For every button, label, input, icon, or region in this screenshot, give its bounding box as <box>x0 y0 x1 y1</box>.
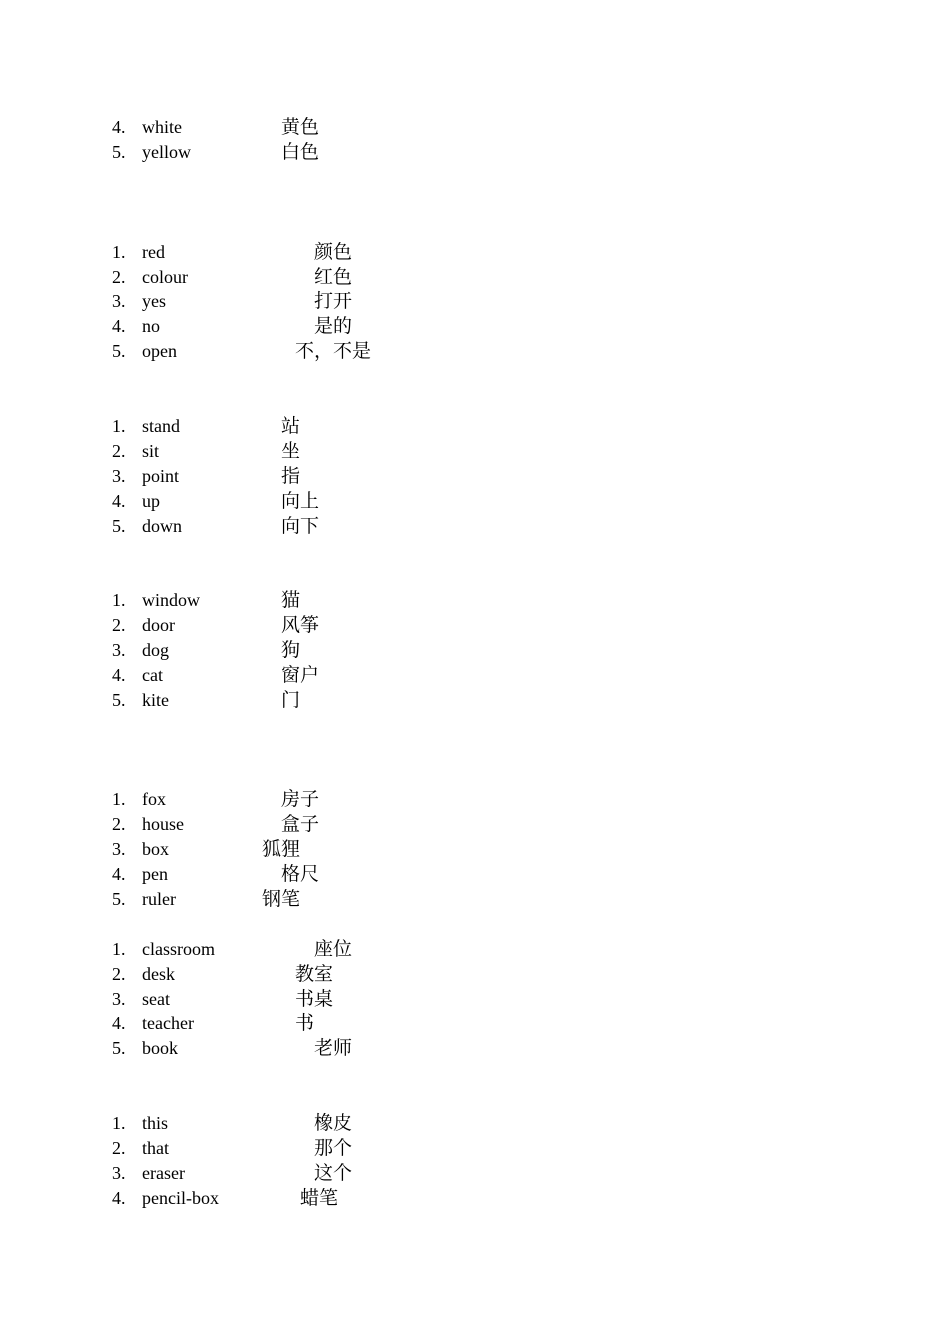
item-number: 3. <box>112 466 126 486</box>
english-word: kite <box>142 690 169 710</box>
chinese-word: 指 <box>281 465 301 487</box>
item-number: 3. <box>112 640 126 660</box>
chinese-word: 狐狸 <box>262 838 301 860</box>
item-number: 4. <box>112 316 126 336</box>
english-word: that <box>142 1138 169 1158</box>
english-word: eraser <box>142 1163 185 1183</box>
english-word: classroom <box>142 939 215 959</box>
list-item <box>0 613 380 638</box>
list-item <box>0 837 380 862</box>
chinese-word: 风筝 <box>281 614 320 636</box>
list-item <box>0 688 380 713</box>
item-number: 3. <box>112 989 126 1009</box>
item-number: 2. <box>112 964 126 984</box>
item-number: 1. <box>112 789 126 809</box>
list-item <box>0 1136 380 1161</box>
chinese-word: 向下 <box>281 515 320 537</box>
english-word: red <box>142 242 165 262</box>
list-item <box>0 663 380 688</box>
chinese-word: 钢笔 <box>262 888 301 910</box>
list-item <box>0 1111 380 1136</box>
english-word: window <box>142 590 200 610</box>
english-word: this <box>142 1113 169 1133</box>
english-word: pen <box>142 864 168 884</box>
list-item <box>0 588 380 613</box>
list-item <box>0 1161 380 1186</box>
english-word: yes <box>142 291 166 311</box>
chinese-word: 白色 <box>281 141 320 163</box>
list-item <box>0 115 380 140</box>
chinese-word: 这个 <box>314 1162 353 1184</box>
list-item <box>0 439 380 464</box>
item-number: 3. <box>112 839 126 859</box>
item-number: 2. <box>112 615 126 635</box>
list-item <box>0 812 380 837</box>
list-item <box>0 140 380 165</box>
list-item <box>0 289 380 314</box>
list-item <box>0 489 380 514</box>
chinese-word: 向上 <box>281 490 320 512</box>
english-word: white <box>142 117 182 137</box>
item-number: 4. <box>112 1013 126 1033</box>
item-number: 2. <box>112 267 126 287</box>
item-number: 5. <box>112 690 126 710</box>
chinese-word: 门 <box>281 689 301 711</box>
chinese-word: 老师 <box>314 1037 353 1059</box>
english-word: stand <box>142 416 180 436</box>
chinese-word: 颜色 <box>314 241 353 263</box>
list-item <box>0 464 380 489</box>
chinese-word: 打开 <box>314 290 353 312</box>
english-word: open <box>142 341 177 361</box>
chinese-word: 橡皮 <box>314 1112 353 1134</box>
chinese-word: 坐 <box>281 440 301 462</box>
item-number: 1. <box>112 939 126 959</box>
list-item <box>0 265 380 290</box>
chinese-word: 教室 <box>295 963 334 985</box>
item-number: 5. <box>112 516 126 536</box>
chinese-word: 盒子 <box>281 813 320 835</box>
english-word: point <box>142 466 180 486</box>
chinese-word: 是的 <box>314 315 353 337</box>
chinese-word: 猫 <box>281 589 301 611</box>
chinese-word: 站 <box>281 415 301 437</box>
item-number: 1. <box>112 416 126 436</box>
list-item <box>0 962 380 987</box>
english-word: seat <box>142 989 170 1009</box>
english-word: colour <box>142 267 188 287</box>
list-item <box>0 887 380 912</box>
item-number: 1. <box>112 1113 126 1133</box>
chinese-word: 房子 <box>281 788 320 810</box>
chinese-word: 窗户 <box>281 664 320 686</box>
item-number: 5. <box>112 889 126 909</box>
list-item <box>0 638 380 663</box>
item-number: 3. <box>112 1163 126 1183</box>
chinese-word: 书 <box>295 1012 315 1034</box>
english-word: pencil-box <box>142 1188 219 1208</box>
english-word: house <box>142 814 184 834</box>
english-word: box <box>142 839 169 859</box>
item-number: 2. <box>112 441 126 461</box>
english-word: down <box>142 516 182 536</box>
list-item <box>0 414 380 439</box>
item-number: 4. <box>112 1188 126 1208</box>
chinese-word: 红色 <box>314 266 353 288</box>
item-number: 4. <box>112 117 126 137</box>
chinese-word: 蜡笔 <box>300 1187 339 1209</box>
list-item <box>0 987 380 1012</box>
item-number: 4. <box>112 665 126 685</box>
english-word: yellow <box>142 142 191 162</box>
item-number: 1. <box>112 590 126 610</box>
english-word: fox <box>142 789 166 809</box>
list-item <box>0 787 380 812</box>
english-word: no <box>142 316 160 336</box>
item-number: 1. <box>112 242 126 262</box>
english-word: door <box>142 615 175 635</box>
english-word: dog <box>142 640 169 660</box>
english-word: up <box>142 491 160 511</box>
item-number: 4. <box>112 864 126 884</box>
chinese-word: 不，不是 <box>295 340 372 362</box>
item-number: 3. <box>112 291 126 311</box>
english-word: teacher <box>142 1013 194 1033</box>
english-word: book <box>142 1038 178 1058</box>
item-number: 5. <box>112 341 126 361</box>
list-item <box>0 937 380 962</box>
list-item <box>0 240 380 265</box>
item-number: 2. <box>112 814 126 834</box>
list-item <box>0 314 380 339</box>
list-item <box>0 1036 380 1061</box>
list-item <box>0 1186 380 1211</box>
item-number: 5. <box>112 1038 126 1058</box>
chinese-word: 书桌 <box>295 988 334 1010</box>
item-number: 4. <box>112 491 126 511</box>
chinese-word: 狗 <box>281 639 301 661</box>
item-number: 2. <box>112 1138 126 1158</box>
english-word: ruler <box>142 889 176 909</box>
list-item <box>0 862 380 887</box>
chinese-word: 座位 <box>314 938 353 960</box>
item-number: 5. <box>112 142 126 162</box>
chinese-word: 黄色 <box>281 116 320 138</box>
list-item <box>0 1011 380 1036</box>
list-item <box>0 514 380 539</box>
english-word: desk <box>142 964 175 984</box>
english-word: cat <box>142 665 163 685</box>
chinese-word: 那个 <box>314 1137 353 1159</box>
list-item <box>0 339 380 364</box>
english-word: sit <box>142 441 160 461</box>
chinese-word: 格尺 <box>281 863 320 885</box>
